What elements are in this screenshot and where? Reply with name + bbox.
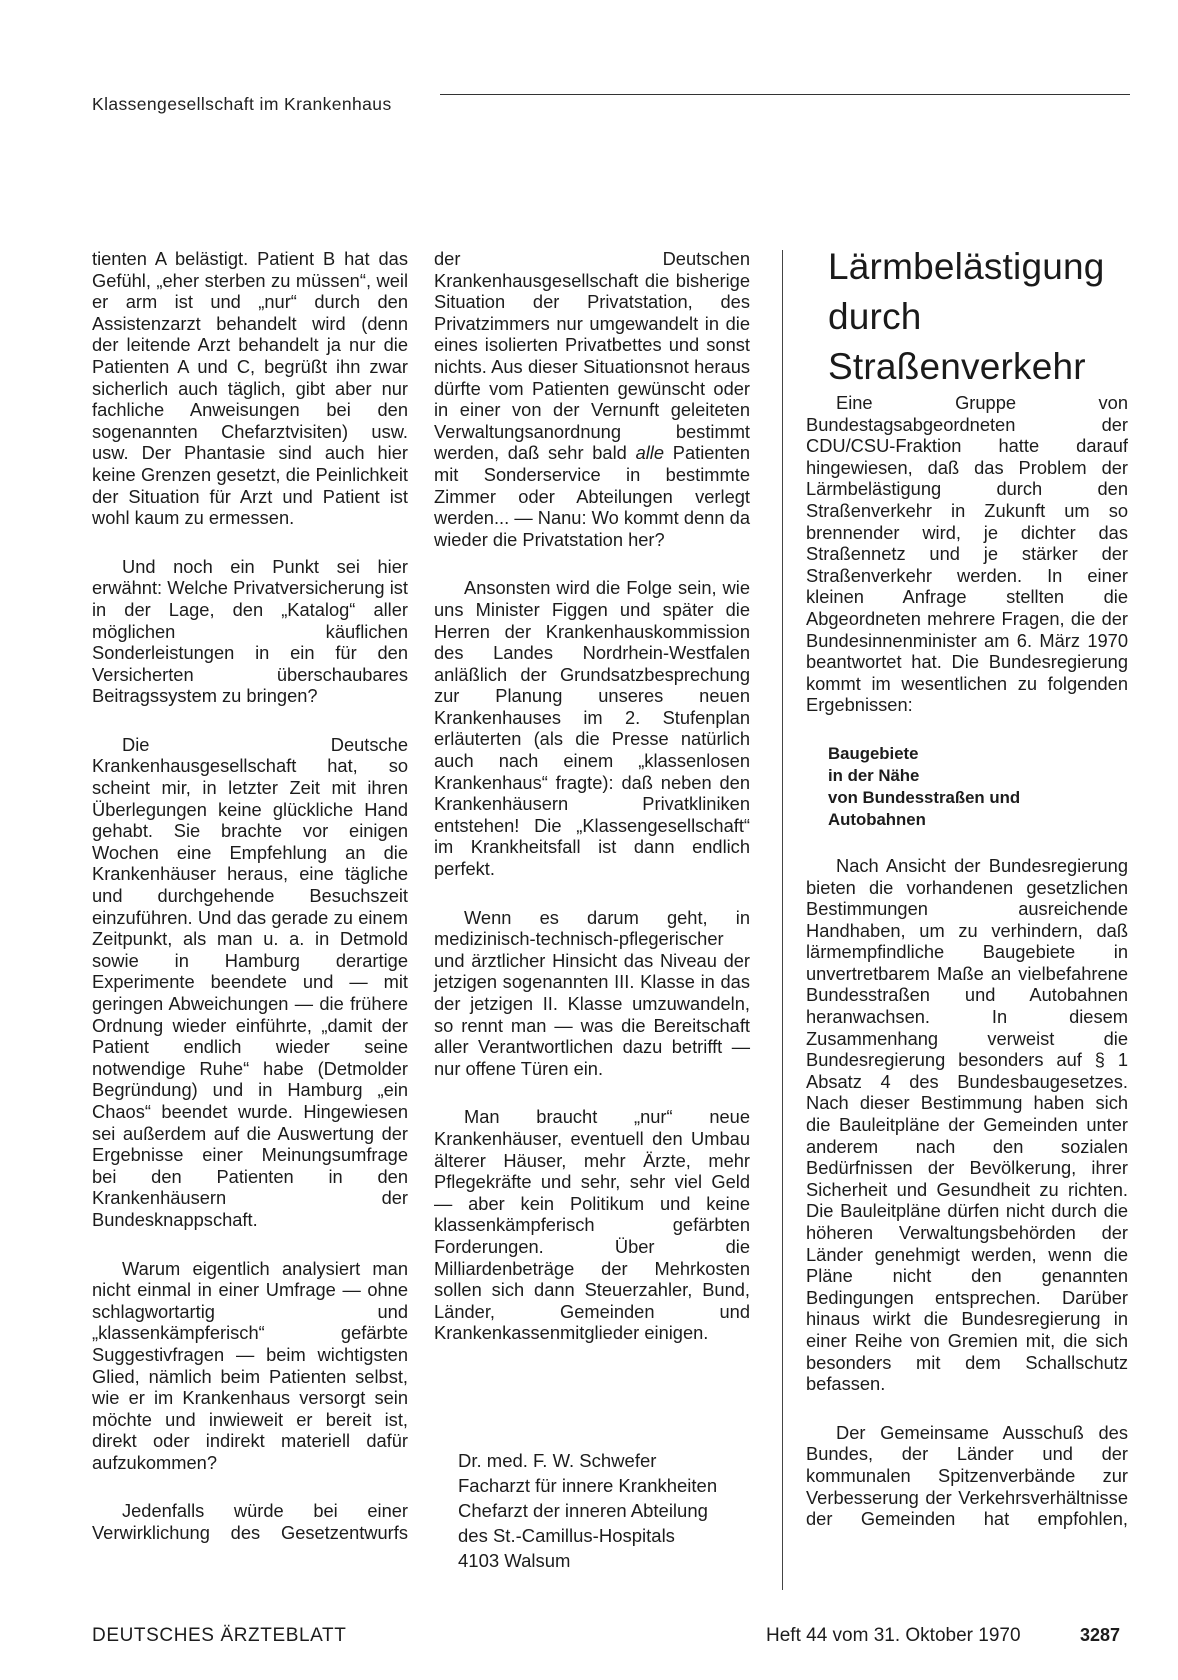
paragraph: Warum eigentlich analysiert man nicht einmal in einer Umfrage — ohne schlagwortartig und „klassenkämpferisch“ gefärbte Suggestivfragen — beim wichtigsten Glied, nämlich beim Patienten selbst, wie er im Krankenhaus versorgt sein möchte und inwieweit er bereit ist, direkt oder indirekt materiell dafür aufzukommen? bbox=[92, 1257, 408, 1473]
signature-line: Facharzt für innere Krankheiten bbox=[458, 1475, 718, 1496]
signature-line: 4103 Walsum bbox=[458, 1550, 571, 1571]
paragraph: Nach Ansicht der Bundesregierung bieten die vorhandenen gesetzlichen Bestimmungen ausreichende Handhaben, um zu verhindern, daß lärmempfindliche Baugebiete in unvertretbarem Maße an vielbefahrene Bundesstraßen und Autobahnen heranwachsen. In diesem Zusammenhang verweist die Bundesregierung besonders auf § 1 Absatz 4 des Bundesbaugesetzes. Nach dieser Bestimmung haben sich die Bauleitpläne der Gemeinden unter anderem nach den sozialen Bedürfnissen der Bevölkerung, ihrer Sicherheit und Gesundheit zu richten. Die Bauleitpläne dürfen nicht durch die höheren Verwaltungsbehörden der Länder genehmigt werden, wenn die Pläne nicht den genannten Bedingungen entsprechen. Darüber hinaus wirkt die Bundesregierung in einer Reihe von Gremien mit, die sich besonders mit dem Schallschutz befassen. bbox=[806, 854, 1128, 1395]
header-rule bbox=[440, 94, 1130, 95]
paragraph: Wenn es darum geht, in medizinisch-technisch-pflegerischer und ärztlicher Hinsicht das Niveau der jetzigen sogenannten III. Klasse in das der jetzigen II. Klasse umzuwandeln, so rennt man — was die Bereitschaft aller Verantwortlichen dazu betrifft — nur offene Türen ein. bbox=[434, 906, 750, 1079]
paragraph-text: Patienten mit Sonderservice in bestimmte Zimmer oder Abteilungen verlegt werden... — Nanu: Wo kommt denn da wieder die Privatstation her? bbox=[434, 442, 751, 550]
author-signature bbox=[458, 1448, 717, 1573]
paragraph: Der Gemeinsame Ausschuß des Bundes, der Länder und der kommunalen Spitzenverbände zur Verbesserung der Verkehrsverhältnisse der Gemeinden hat empfohlen, bbox=[806, 1421, 1128, 1530]
column-3 bbox=[806, 392, 1128, 1557]
emphasis: alle bbox=[635, 442, 665, 464]
subheading-line: Baugebiete bbox=[828, 743, 919, 763]
issue-info: Heft 44 vom 31. Oktober 1970 bbox=[766, 1625, 1021, 1646]
running-head: Klassengesellschaft im Krankenhaus bbox=[92, 94, 392, 114]
paragraph bbox=[434, 248, 750, 550]
paragraph-text: der Deutschen Krankenhausgesellschaft die bisherige Situation der Privatstation, des Privatzimmers nur umgewandelt in die eines isolierten Privatbettes und sonst nichts. Aus dieser Situationsnot heraus dürfte vom Patienten gewünscht oder in einer von der Vernunft geleiteten Verwaltungsanordnung bestimmt werden, daß sehr bald bbox=[434, 248, 750, 464]
column-rule bbox=[782, 250, 783, 1590]
column-1 bbox=[92, 248, 408, 1571]
subheading-line: in der Nähe bbox=[828, 765, 920, 785]
headline-line: Lärmbelästigung bbox=[828, 246, 1105, 287]
paragraph: Man braucht „nur“ neue Krankenhäuser, eventuell den Umbau älterer Häuser, mehr Ärzte, mehr Pflegekräfte und sehr, sehr viel Geld — aber kein Politikum und keine klassenkämpferisch gefärbten Forderungen. Über die Milliardenbeträge der Mehrkosten sollen sich dann Steuerzahler, Bund, Länder, Gemeinden und Krankenkassenmitglieder einigen. bbox=[434, 1106, 750, 1344]
subheading-line: Autobahnen bbox=[828, 809, 926, 829]
headline-line: Straßenverkehr bbox=[828, 346, 1086, 387]
column-2 bbox=[434, 248, 750, 1371]
paragraph: Ansonsten wird die Folge sein, wie uns Minister Figgen und später die Herren der Krankenhauskommission des Landes Nordrhein-Westfalen anläßlich der Grundsatzbesprechung zur Planung unseres neuen Krankenhauses im 2. Stufenplan erläuterten (als die Presse natürlich auch nach einem „klassenlosen Krankenhaus“ fragte): daß neben den Krankenhäusern Privatkliniken entstehen! Die „Klassengesellschaft“ im Krankheitsfall ist dann endlich perfekt. bbox=[434, 577, 750, 880]
signature-line: Dr. med. F. W. Schwefer bbox=[458, 1450, 657, 1471]
signature-line: des St.-Camillus-Hospitals bbox=[458, 1525, 675, 1546]
paragraph: Jedenfalls würde bei einer Verwirklichung des Gesetzentwurfs bbox=[92, 1500, 408, 1544]
paragraph: tienten A belästigt. Patient B hat das Gefühl, „eher sterben zu müssen“, weil er arm ist und „nur“ durch den Assistenzarzt behandelt wird (denn der leitende Arzt behandelt ja nur die Patienten A und C, begrüßt ihn zwar sicherlich auch täglich, gibt aber nur fachliche Anweisungen bei den sogenannten Chefarztvisiten) usw. usw. Der Phantasie sind auch hier keine Grenzen gesetzt, die Peinlichkeit der Situation für Arzt und Patient ist wohl kaum zu ermessen. bbox=[92, 248, 408, 529]
subheading bbox=[828, 743, 1128, 831]
subheading-line: von Bundesstraßen und bbox=[828, 787, 1021, 807]
page-number: 3287 bbox=[1080, 1625, 1121, 1645]
paragraph: Und noch ein Punkt sei hier erwähnt: Welche Privatversicherung ist in der Lage, den „Katalog“ aller möglichen käuflichen Sonderleistungen in ein für den Versicherten überschaubares Beitragssystem zu bringen? bbox=[92, 555, 408, 707]
paragraph: Die Deutsche Krankenhausgesellschaft hat, so scheint mir, in letzter Zeit mit ihren Überlegungen keine glückliche Hand gehabt. Sie brachte vor einigen Wochen eine Empfehlung an die Krankenhäuser heraus, eine tägliche und durchgehende Besuchszeit einzuführen. Und das gerade zu einem Zeitpunkt, als man u. a. in Detmold sowie in Hamburg derartige Experimente beendete und — mit geringen Abweichungen — die frühere Ordnung wieder einführte, „damit der Patient endlich wieder seine notwendige Ruhe“ habe (Detmolder Begründung) und in Hamburg „ein Chaos“ beendet wurde. Hingewiesen sei außerdem auf die Auswertung der Ergebnisse einer Meinungsumfrage bei den Patienten in den Krankenhäusern der Bundesknappschaft. bbox=[92, 733, 408, 1230]
intro-paragraph: Eine Gruppe von Bundestagsabgeordneten der CDU/CSU-Fraktion hatte darauf hingewiesen, daß das Problem der Lärmbelästigung durch den Straßenverkehr in Zukunft um so brennender wird, je dichter das Straßennetz und je stärker der Straßenverkehr werden. In einer kleinen Anfrage stellten die Abgeordneten mehrere Fragen, die der Bundesinnenminister am 6. März 1970 beantwortet hat. Die Bundesregierung kommt im wesentlichen zu folgenden Ergebnissen: bbox=[806, 392, 1128, 716]
article-headline bbox=[828, 242, 1128, 392]
journal-name: DEUTSCHES ÄRZTEBLATT bbox=[92, 1625, 347, 1646]
signature-line: Chefarzt der inneren Abteilung bbox=[458, 1500, 708, 1521]
headline-line: durch bbox=[828, 296, 922, 337]
